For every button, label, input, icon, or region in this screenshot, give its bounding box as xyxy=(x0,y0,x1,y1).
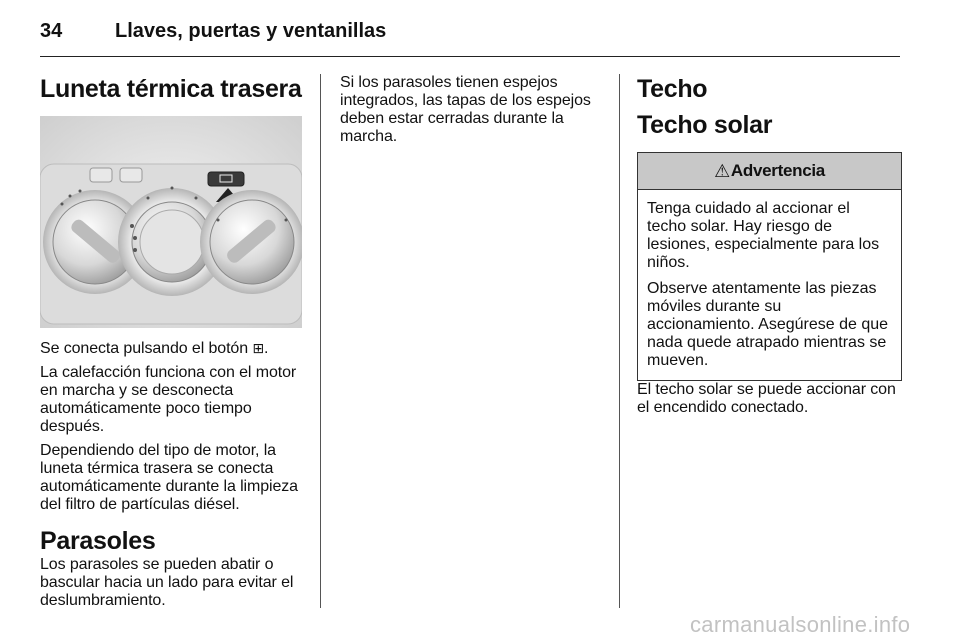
column-left xyxy=(40,74,302,616)
page-number: 34 xyxy=(40,20,63,42)
rear-window-paragraph-1 xyxy=(40,340,302,358)
rear-window-p1-text: Se conecta pulsando el botón xyxy=(40,340,249,357)
rear-window-heater-figure xyxy=(40,116,302,328)
column-right xyxy=(637,74,903,423)
section-title-rear-window: Luneta térmica trasera xyxy=(40,75,302,103)
subsection-title-sunroof: Techo solar xyxy=(637,111,773,139)
section-title-roof: Techo xyxy=(637,75,708,103)
column-divider xyxy=(320,74,321,608)
page-header xyxy=(40,20,900,57)
rear-window-paragraph-2: La calefacción funciona con el motor en marcha y se desconecta automáticamente poco tiempo después. xyxy=(40,364,297,435)
rear-window-heater-icon: ⊞ xyxy=(252,341,265,357)
column-divider xyxy=(619,74,620,608)
watermark: carmanualsonline.info xyxy=(690,612,911,637)
warning-paragraph-2: Observe atentamente las piezas móviles durante su accionamiento. Asegúrese de que nada quede atrapado mientras se mueven. xyxy=(647,280,889,369)
sunroof-paragraph-1: El techo solar se puede accionar con el encendido conectado. xyxy=(637,381,896,416)
sun-visors-paragraph-1: Los parasoles se pueden abatir o bascular hacia un lado para evitar el deslumbramiento. xyxy=(40,556,294,609)
chapter-title: Llaves, puertas y ventanillas xyxy=(115,20,387,42)
warning-body xyxy=(638,190,901,380)
rear-window-paragraph-3: Dependiendo del tipo de motor, la luneta térmica trasera se conecta automáticamente durante la limpieza del filtro de partículas diésel. xyxy=(40,442,298,513)
section-title-sun-visors: Parasoles xyxy=(40,527,156,555)
warning-triangle-icon: ⚠ xyxy=(714,160,730,181)
warning-paragraph-1: Tenga cuidado al accionar el techo solar. Hay riesgo de lesiones, especialmente para los niños. xyxy=(647,200,880,271)
column-middle xyxy=(340,74,602,152)
sun-visors-paragraph-2: Si los parasoles tienen espejos integrados, las tapas de los espejos deben estar cerradas durante la marcha. xyxy=(340,74,591,145)
rear-window-p1-end: . xyxy=(264,340,269,357)
warning-title: Advertencia xyxy=(730,161,825,180)
climate-control-panel-illustration xyxy=(40,116,302,328)
warning-header xyxy=(638,153,901,190)
warning-box xyxy=(637,152,902,381)
